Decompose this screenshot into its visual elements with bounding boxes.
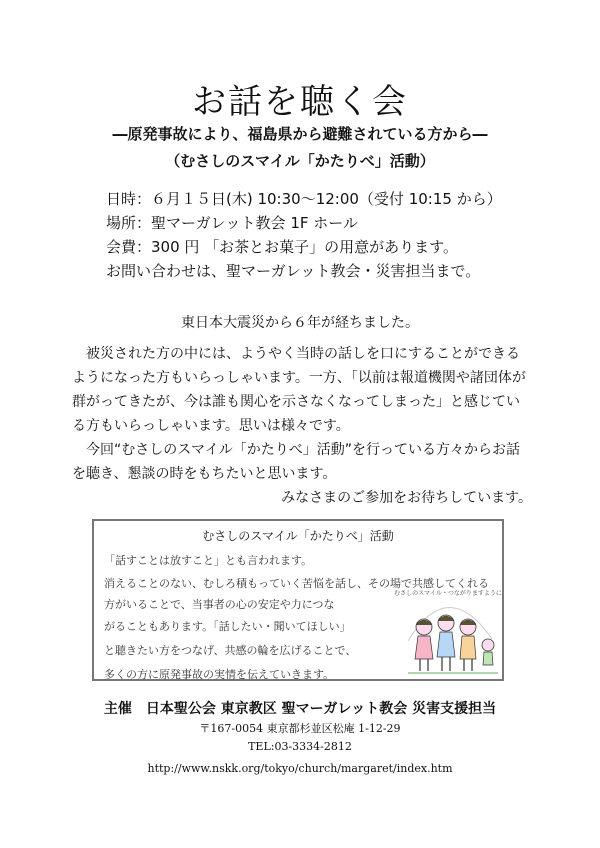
intro-line: 東日本大震災から６年が経ちました。	[181, 315, 419, 331]
box-line-1: 「話すことは放すこと」とも言われます。	[104, 554, 313, 567]
subtitle-activity: （むさしのスマイル「かたりべ」活動）	[165, 152, 435, 170]
detail-date: 日時：６月１５日(木) 10:30～12:00（受付 10:15 から）	[106, 190, 502, 208]
detail-fee: 会費：300 円 「お茶とお菓子」の用意があります。	[106, 238, 458, 256]
box-line-4: と聴きたい方をつなげ、共感の輪を広げることで、	[104, 644, 357, 657]
address: 〒167-0054 東京都杉並区松庵 1-12-29	[199, 722, 401, 735]
subtitle: ―原発事故により、福島県から避難されている方から―	[112, 125, 488, 143]
body-paragraph-2: 今回“むさしのスマイル「かたりべ」活動”を行っている方々からお話を聴き、懇談の時をもちたいと思います。	[72, 442, 520, 482]
box-line-2: 消えることのない、むしろ積もっていく苦悩を話し、その場で共感してくれる方がいることで、当事者の心の安定や力につな	[104, 577, 489, 611]
detail-place: 場所：聖マーガレット教会 1F ホール	[106, 214, 358, 232]
telephone: TEL:03-3334-2812	[248, 740, 352, 753]
detail-contact: お問い合わせは、聖マーガレット教会・災害担当まで。	[106, 262, 481, 280]
body-closing: みなさまのご参加をお待ちしています。	[281, 490, 532, 506]
activity-box-title: むさしのスマイル「かたりべ」活動	[202, 529, 394, 543]
illustration-caption: むさしのスマイル・つながりますように	[394, 590, 502, 597]
body-paragraph-1: 被災された方の中には、ようやく当時の話しを口にすることができるようになった方もいらっしゃいます。一方、「以前は報道機関や諸団体が群がってきたが、今は誰も関心を示さなくなってしまった」と感じている方もいらっしゃいます。思いは様々です。	[72, 346, 526, 434]
children-illustration	[394, 581, 502, 679]
website-url[interactable]: http://www.nskk.org/tokyo/church/margaret/index.htm	[147, 762, 453, 775]
organizer: 主催 日本聖公会 東京教区 聖マーガレット教会 災害支援担当	[103, 701, 497, 717]
page-title: お話を聴く会	[192, 82, 408, 122]
box-line-3: がることもあります。「話したい・聞いてほしい」	[104, 620, 351, 633]
box-line-5: 多くの方に原発事故の実情を伝えていきます。	[104, 668, 335, 681]
event-details	[106, 187, 502, 283]
body-text	[72, 342, 532, 510]
activity-box	[92, 519, 504, 681]
